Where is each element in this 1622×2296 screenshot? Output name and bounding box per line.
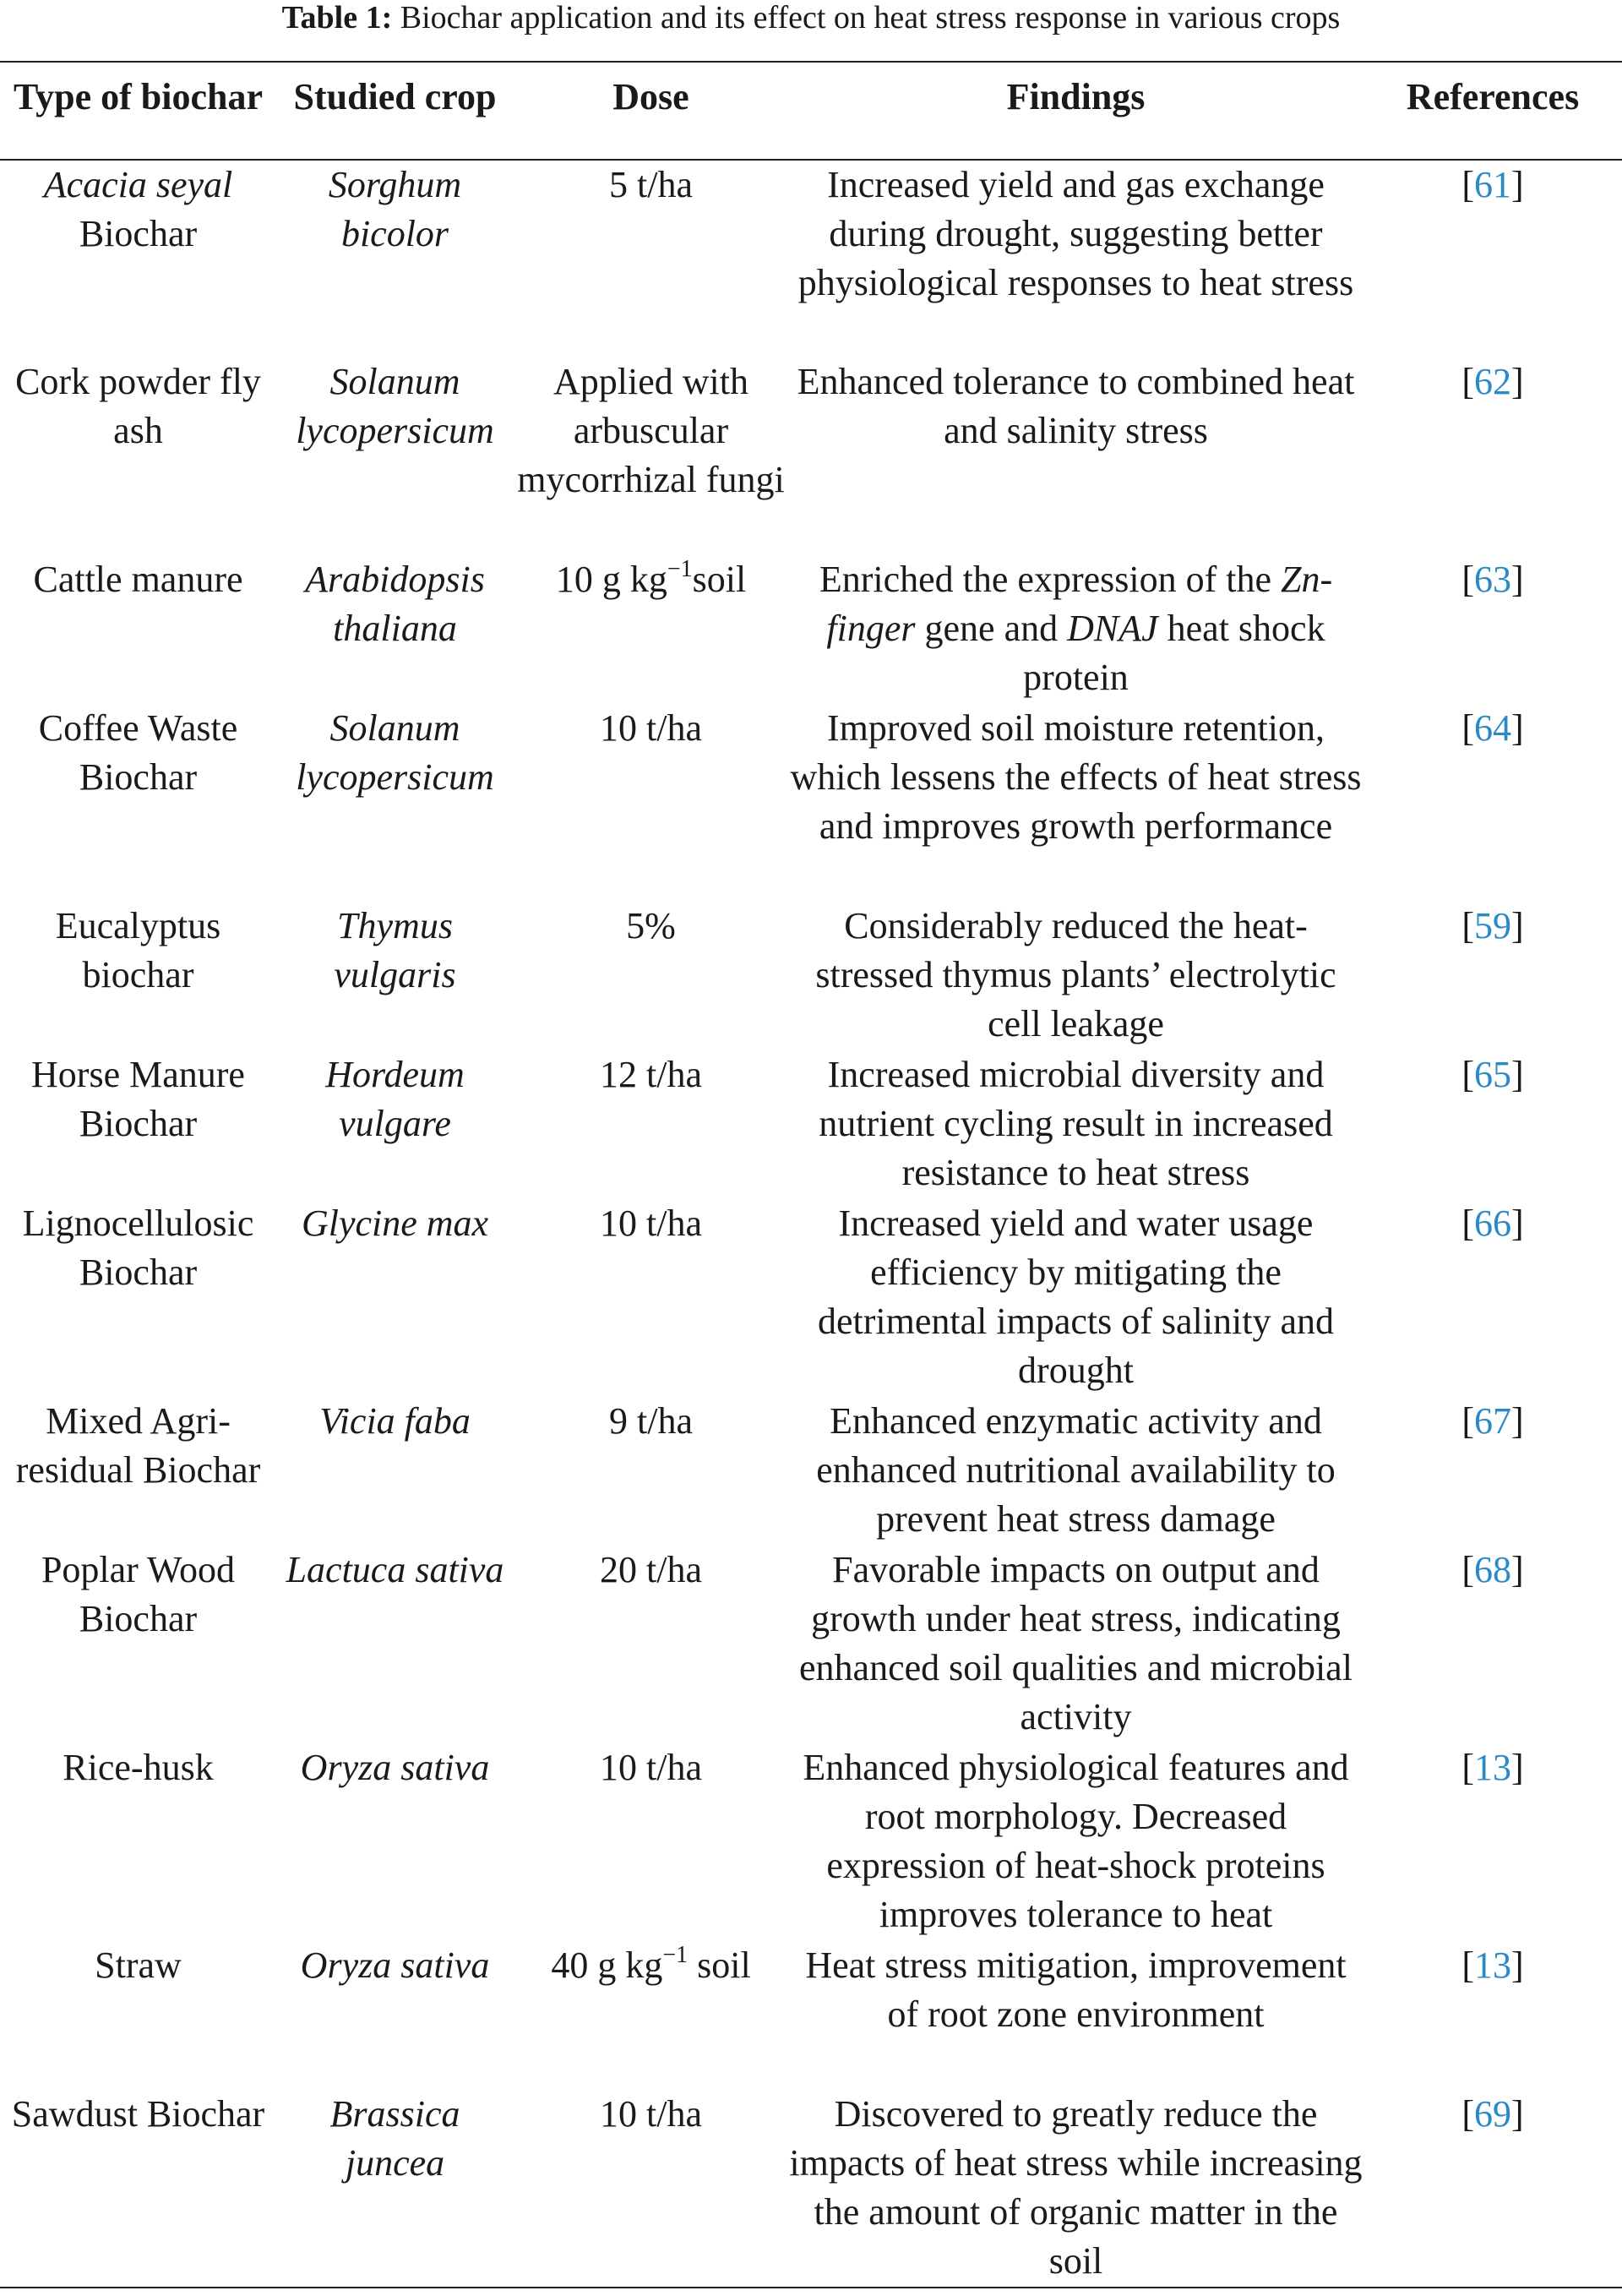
cell-dose — [514, 1050, 788, 1199]
table-row — [0, 1050, 1622, 1199]
text-segment: Cattle manure — [33, 559, 243, 600]
cell-findings — [788, 555, 1363, 704]
cell-studied-crop — [276, 1546, 514, 1743]
table-row — [0, 357, 1622, 555]
cell-studied-crop — [276, 357, 514, 555]
text-segment: Increased yield and gas exchange during drought, suggesting better physiological responses to heat stress — [797, 164, 1354, 303]
bracket-open: [ — [1461, 2093, 1474, 2135]
bracket-open: [ — [1461, 164, 1474, 205]
cell-dose — [514, 357, 788, 555]
table-row — [0, 1397, 1622, 1546]
cell-reference — [1363, 1397, 1622, 1546]
table-caption-label: Table 1: — [281, 0, 393, 35]
text-segment: Heat stress mitigation, improvement of root zone environment — [805, 1944, 1347, 2035]
cell-reference — [1363, 1199, 1622, 1397]
table-row — [0, 160, 1622, 357]
cell-studied-crop — [276, 1743, 514, 1941]
text-segment: Favorable impacts on output and growth under heat stress, indicating enhanced soil qualities and microbial activity — [799, 1549, 1353, 1737]
cell-findings — [788, 1546, 1363, 1743]
cell-dose — [514, 1546, 788, 1743]
bracket-close: ] — [1511, 1747, 1524, 1788]
header-type-of-biochar: Type of biochar — [14, 76, 263, 117]
cell-studied-crop — [276, 1941, 514, 2090]
bracket-close: ] — [1511, 905, 1524, 946]
text-segment: Horse Manure Biochar — [31, 1054, 245, 1144]
cell-studied-crop — [276, 704, 514, 902]
text-segment: 10 t/ha — [600, 707, 702, 749]
cell-biochar-type — [0, 902, 276, 1050]
text-segment: 5 t/ha — [609, 164, 693, 205]
reference-link[interactable]: 61 — [1474, 164, 1511, 205]
text-segment: 40 g kg — [551, 1944, 663, 1986]
table-row — [0, 555, 1622, 704]
bracket-open: [ — [1461, 1203, 1474, 1244]
text-segment: Zn-finger — [826, 559, 1333, 649]
bracket-open: [ — [1461, 1400, 1474, 1442]
table-row — [0, 1941, 1622, 2090]
text-segment: 20 t/ha — [600, 1549, 702, 1590]
text-segment: Biochar — [79, 213, 198, 254]
text-segment: Improved soil moisture retention, which lessens the effects of heat stress and improves growth performance — [790, 707, 1362, 847]
reference-link[interactable]: 67 — [1474, 1400, 1511, 1442]
cell-biochar-type — [0, 1050, 276, 1199]
crop-name: Glycine max — [301, 1203, 489, 1244]
crop-name: Arabidopsis thaliana — [305, 559, 485, 649]
cell-biochar-type — [0, 1546, 276, 1743]
crop-name: Solanum lycopersicum — [296, 361, 494, 451]
cell-studied-crop — [276, 2090, 514, 2288]
cell-findings — [788, 1199, 1363, 1397]
bracket-close: ] — [1511, 1549, 1524, 1590]
biochar-table — [0, 61, 1622, 2288]
crop-name: Sorghum bicolor — [328, 164, 462, 254]
table-row — [0, 1546, 1622, 1743]
cell-reference — [1363, 902, 1622, 1050]
text-segment: soil — [688, 1944, 751, 1986]
table-row — [0, 2090, 1622, 2288]
cell-dose — [514, 1397, 788, 1546]
text-segment: Mixed Agri-residual Biochar — [15, 1400, 261, 1491]
crop-name: Brassica juncea — [329, 2093, 460, 2184]
text-segment: 10 t/ha — [600, 2093, 702, 2135]
text-segment: 9 t/ha — [609, 1400, 693, 1442]
text-segment: Cork powder fly ash — [15, 361, 261, 451]
header-references: References — [1406, 76, 1580, 117]
reference-link[interactable]: 13 — [1474, 1747, 1511, 1788]
cell-findings — [788, 160, 1363, 357]
cell-findings — [788, 1397, 1363, 1546]
text-segment: 5% — [626, 905, 676, 946]
cell-reference — [1363, 160, 1622, 357]
text-segment: −1 — [662, 1942, 689, 1969]
cell-dose — [514, 1199, 788, 1397]
text-segment: Sawdust Biochar — [11, 2093, 265, 2135]
crop-name: Lactuca sativa — [286, 1549, 504, 1590]
cell-biochar-type — [0, 160, 276, 357]
text-segment: 10 g kg — [555, 559, 667, 600]
cell-reference — [1363, 1743, 1622, 1941]
text-segment: Applied with arbuscular mycorrhizal fungi — [517, 361, 785, 500]
text-segment: DNAJ — [1067, 608, 1158, 649]
crop-name: Hordeum vulgare — [325, 1054, 465, 1144]
text-segment: Coffee Waste Biochar — [38, 707, 238, 798]
crop-name: Vicia faba — [319, 1400, 471, 1442]
table-header — [0, 62, 1622, 160]
table-row — [0, 704, 1622, 902]
cell-findings — [788, 2090, 1363, 2288]
header-row — [0, 62, 1622, 160]
text-segment: Increased microbial diversity and nutrient cycling result in increased resistance to heat stress — [819, 1054, 1333, 1193]
cell-biochar-type — [0, 555, 276, 704]
cell-dose — [514, 1743, 788, 1941]
cell-studied-crop — [276, 1397, 514, 1546]
bracket-open: [ — [1461, 1054, 1474, 1095]
cell-reference — [1363, 555, 1622, 704]
cell-biochar-type — [0, 704, 276, 902]
reference-link[interactable]: 69 — [1474, 2093, 1511, 2135]
cell-studied-crop — [276, 902, 514, 1050]
table-caption — [0, 0, 1622, 35]
bracket-open: [ — [1461, 905, 1474, 946]
cell-dose — [514, 902, 788, 1050]
cell-biochar-type — [0, 357, 276, 555]
reference-link[interactable]: 63 — [1474, 559, 1511, 600]
text-segment: Acacia seyal — [43, 164, 233, 205]
bracket-close: ] — [1511, 1054, 1524, 1095]
cell-dose — [514, 2090, 788, 2288]
cell-reference — [1363, 1050, 1622, 1199]
reference-link[interactable]: 62 — [1474, 361, 1511, 402]
cell-studied-crop — [276, 555, 514, 704]
text-segment: Discovered to greatly reduce the impacts of heat stress while increasing the amount of organic matter in the soil — [789, 2093, 1363, 2282]
text-segment: Straw — [95, 1944, 182, 1986]
text-segment: Considerably reduced the heat-stressed thymus plants’ electrolytic cell leakage — [815, 905, 1336, 1044]
bracket-close: ] — [1511, 2093, 1524, 2135]
cell-dose — [514, 160, 788, 357]
bracket-close: ] — [1511, 1944, 1524, 1986]
reference-link[interactable]: 65 — [1474, 1054, 1511, 1095]
table-row — [0, 902, 1622, 1050]
cell-biochar-type — [0, 2090, 276, 2288]
table-row — [0, 1743, 1622, 1941]
bracket-open: [ — [1461, 559, 1474, 600]
header-studied-crop: Studied crop — [293, 76, 497, 117]
text-segment: 10 t/ha — [600, 1203, 702, 1244]
crop-name: Oryza sativa — [300, 1747, 490, 1788]
text-segment: gene and — [915, 608, 1068, 649]
cell-studied-crop — [276, 160, 514, 357]
cell-findings — [788, 1941, 1363, 2090]
text-segment: Increased yield and water usage efficiency by mitigating the detrimental impacts of salinity and drought — [818, 1203, 1334, 1391]
cell-studied-crop — [276, 1050, 514, 1199]
text-segment: soil — [692, 559, 747, 600]
table-body — [0, 160, 1622, 2288]
bracket-open: [ — [1461, 1747, 1474, 1788]
reference-link[interactable]: 13 — [1474, 1944, 1511, 1986]
cell-findings — [788, 704, 1363, 902]
text-segment: Rice-husk — [63, 1747, 214, 1788]
text-segment: Enhanced tolerance to combined heat and salinity stress — [797, 361, 1355, 451]
reference-link[interactable]: 68 — [1474, 1549, 1511, 1590]
text-segment: 12 t/ha — [600, 1054, 702, 1095]
text-segment: 10 t/ha — [600, 1747, 702, 1788]
bracket-close: ] — [1511, 707, 1524, 749]
text-segment: heat shock protein — [1023, 608, 1325, 698]
reference-link[interactable]: 66 — [1474, 1203, 1511, 1244]
text-segment: Poplar Wood Biochar — [41, 1549, 236, 1639]
cell-dose — [514, 704, 788, 902]
text-segment: Enhanced enzymatic activity and enhanced nutritional availability to prevent heat stress damage — [816, 1400, 1336, 1540]
cell-dose — [514, 1941, 788, 2090]
bracket-close: ] — [1511, 361, 1524, 402]
crop-name: Oryza sativa — [300, 1944, 490, 1986]
cell-biochar-type — [0, 1199, 276, 1397]
cell-findings — [788, 1050, 1363, 1199]
header-dose: Dose — [612, 76, 689, 117]
cell-biochar-type — [0, 1743, 276, 1941]
bracket-open: [ — [1461, 361, 1474, 402]
cell-studied-crop — [276, 1199, 514, 1397]
bracket-open: [ — [1461, 1549, 1474, 1590]
crop-name: Thymus vulgaris — [334, 905, 456, 995]
bracket-open: [ — [1461, 1944, 1474, 1986]
cell-findings — [788, 357, 1363, 555]
table-caption-text: Biochar application and its effect on heat stress response in various crops — [392, 0, 1341, 35]
crop-name: Solanum lycopersicum — [296, 707, 494, 798]
text-segment: Eucalyptus biochar — [55, 905, 221, 995]
text-segment: −1 — [667, 556, 693, 583]
cell-findings — [788, 902, 1363, 1050]
text-segment: Enriched the expression of the — [819, 559, 1282, 600]
bracket-close: ] — [1511, 1203, 1524, 1244]
text-segment: Lignocellulosic Biochar — [22, 1203, 254, 1293]
cell-biochar-type — [0, 1397, 276, 1546]
bracket-close: ] — [1511, 1400, 1524, 1442]
cell-reference — [1363, 1941, 1622, 2090]
reference-link[interactable]: 64 — [1474, 707, 1511, 749]
header-findings: Findings — [1006, 76, 1146, 117]
table-row — [0, 1199, 1622, 1397]
bracket-close: ] — [1511, 164, 1524, 205]
cell-reference — [1363, 357, 1622, 555]
bracket-close: ] — [1511, 559, 1524, 600]
cell-dose — [514, 555, 788, 704]
cell-findings — [788, 1743, 1363, 1941]
bracket-open: [ — [1461, 707, 1474, 749]
text-segment: Enhanced physiological features and root morphology. Decreased expression of heat-shock proteins improves tolerance to heat — [803, 1747, 1349, 1935]
cell-reference — [1363, 704, 1622, 902]
reference-link[interactable]: 59 — [1474, 905, 1511, 946]
cell-reference — [1363, 1546, 1622, 1743]
cell-reference — [1363, 2090, 1622, 2288]
cell-biochar-type — [0, 1941, 276, 2090]
